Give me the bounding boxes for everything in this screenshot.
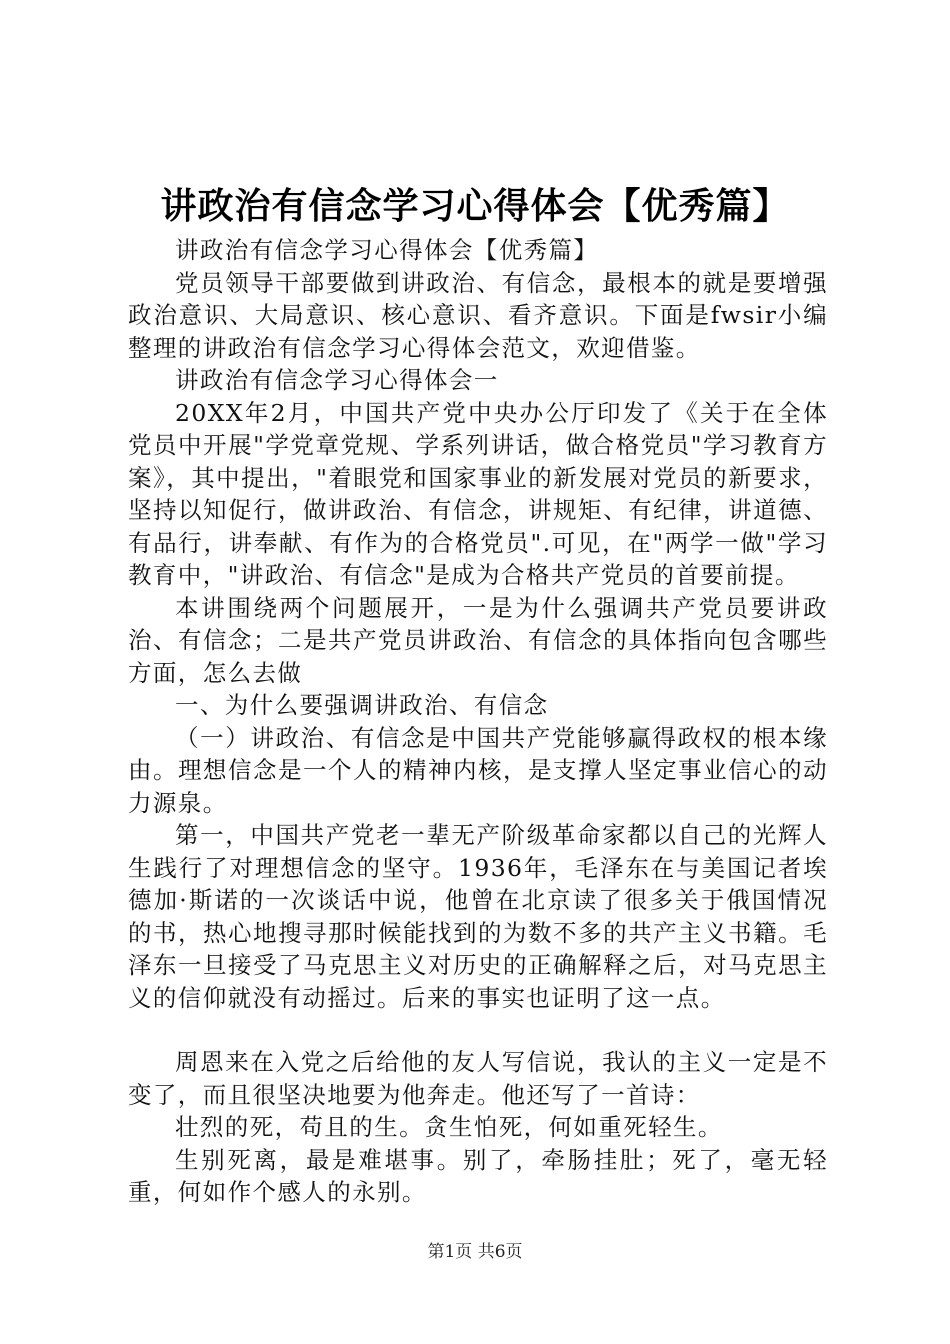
paragraph-point-one: （一）讲政治、有信念是中国共产党能够赢得政权的根本缘由。理想信念是一个人的精神内核，是支撑人坚定事业信心的动力源泉。 [128, 723, 828, 817]
paragraph-zhou-enlai: 周恩来在入党之后给他的友人写信说，我认的主义一定是不变了，而且很坚决地要为他奔走。他还写了一首诗： [128, 1048, 828, 1109]
paragraph-intro: 党员领导干部要做到讲政治、有信念，最根本的就是要增强政治意识、大局意识、核心意识、看齐意识。下面是fwsir小编整理的讲政治有信念学习心得体会范文，欢迎借鉴。 [128, 268, 828, 362]
paragraph-heading-one: 一、为什么要强调讲政治、有信念 [175, 691, 549, 719]
paragraph-poem-line-1: 壮烈的死，苟且的生。贪生怕死，何如重死轻生。 [175, 1113, 723, 1141]
document-title: 讲政治有信念学习心得体会【优秀篇】 [160, 186, 790, 227]
page-number: 第1页 共6页 [427, 1242, 523, 1262]
paragraph-overview: 本讲围绕两个问题展开，一是为什么强调共产党员要讲政治、有信念；二是共产党员讲政治、有信念的具体指向包含哪些方面，怎么去做 [128, 593, 828, 687]
paragraph-background: 20XX年2月，中国共产党中央办公厅印发了《关于在全体党员中开展"学党章党规、学系列讲话，做合格党员"学习教育方案》，其中提出，"着眼党和国家事业的新发展对党员的新要求，坚持以知促行，做讲政治、有信念，讲规矩、有纪律，讲道德、有品行，讲奉献、有作为的合格党员".可见，在"两学一做"学习教育中，"讲政治、有信念"是成为合格共产党员的首要前提。 [128, 398, 828, 589]
document-body [128, 234, 828, 1209]
paragraph-first: 第一，中国共产党老一辈无产阶级革命家都以自己的光辉人生践行了对理想信念的坚守。1936年，毛泽东在与美国记者埃德加·斯诺的一次谈话中说，他曾在北京读了很多关于俄国情况的书，热心地搜寻那时候能找到的为数不多的共产主义书籍。毛泽东一旦接受了马克思主义对历史的正确解释之后，对马克思主义的信仰就没有动摇过。后来的事实也证明了这一点。 [128, 821, 828, 1012]
paragraph-subtitle: 讲政治有信念学习心得体会【优秀篇】 [175, 236, 599, 264]
paragraph-section-heading: 讲政治有信念学习心得体会一 [175, 366, 499, 394]
paragraph-poem-line-2: 生别死离，最是难堪事。别了，牵肠挂肚；死了，毫无轻重，何如作个感人的永别。 [128, 1145, 828, 1206]
